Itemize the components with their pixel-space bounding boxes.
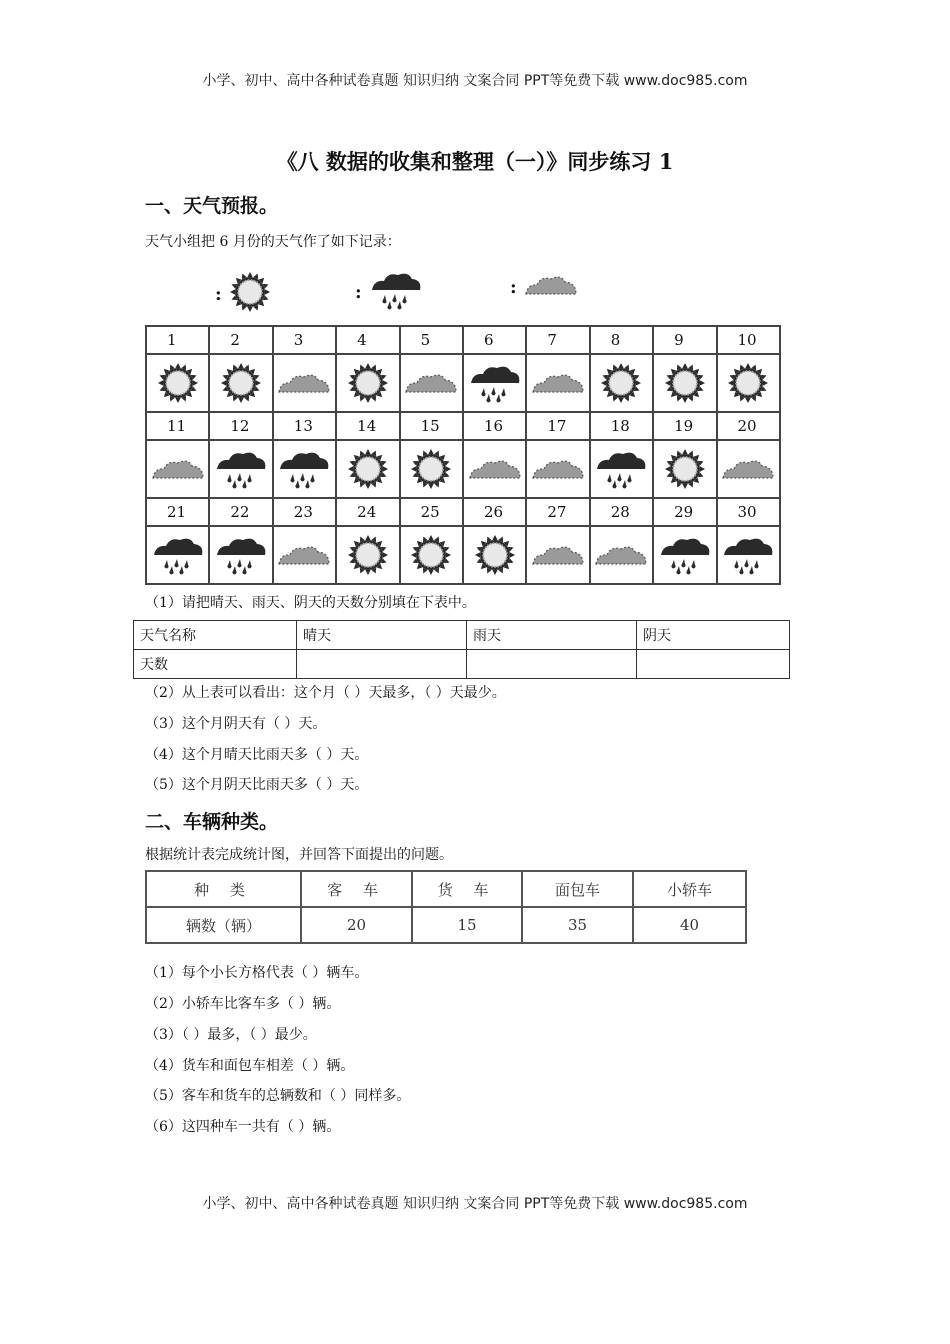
rainy-icon — [273, 440, 336, 498]
calendar-day-number: 9 — [653, 326, 716, 354]
calendar-day-number: 8 — [590, 326, 653, 354]
calendar-day-number: 3 — [273, 326, 336, 354]
sunny-icon — [336, 526, 399, 584]
cloudy-icon — [526, 526, 589, 584]
cloudy-icon — [146, 440, 209, 498]
calendar-day-row — [146, 412, 780, 440]
rainy-icon — [146, 526, 209, 584]
rainy-icon — [463, 354, 526, 412]
calendar-day-number: 30 — [717, 498, 780, 526]
rainy-icon — [209, 440, 272, 498]
calendar-day-number: 19 — [653, 412, 716, 440]
table-cell: 雨天 — [467, 621, 637, 650]
calendar-day-number: 5 — [400, 326, 463, 354]
calendar-day-number: 20 — [717, 412, 780, 440]
table-cell: 40 — [633, 907, 746, 943]
sunny-icon — [336, 440, 399, 498]
question-5: （5）这个月阴天比雨天多（ ）天。 — [145, 777, 369, 793]
cloudy-icon — [273, 354, 336, 412]
sunny-icon — [717, 354, 780, 412]
cloudy-icon — [526, 440, 589, 498]
question-4: （4）这个月晴天比雨天多（ ）天。 — [145, 747, 369, 763]
rainy-icon — [209, 526, 272, 584]
table-row — [134, 650, 790, 679]
calendar-day-number: 24 — [336, 498, 399, 526]
sunny-icon — [463, 526, 526, 584]
calendar-weather-row — [146, 440, 780, 498]
rainy-icon — [717, 526, 780, 584]
calendar-day-number: 16 — [463, 412, 526, 440]
cloudy-icon — [400, 354, 463, 412]
table-cell: 晴天 — [297, 621, 467, 650]
calendar-day-row — [146, 498, 780, 526]
cloudy-icon — [526, 354, 589, 412]
legend-sunny: : — [215, 270, 272, 318]
sunny-icon — [146, 354, 209, 412]
sunny-icon — [209, 354, 272, 412]
table-cell: 35 — [522, 907, 633, 943]
sunny-icon — [400, 440, 463, 498]
calendar-day-number: 10 — [717, 326, 780, 354]
cloudy-icon — [463, 440, 526, 498]
calendar-day-number: 27 — [526, 498, 589, 526]
vehicle-question-2: （2）小轿车比客车多（ ）辆。 — [145, 996, 341, 1012]
vehicle-question-5: （5）客车和货车的总辆数和（ ）同样多。 — [145, 1088, 411, 1104]
calendar-day-number: 6 — [463, 326, 526, 354]
calendar-day-number: 26 — [463, 498, 526, 526]
rainy-icon — [653, 526, 716, 584]
calendar-day-number: 21 — [146, 498, 209, 526]
sunny-icon — [228, 270, 272, 318]
table-cell: 货 车 — [412, 871, 522, 907]
weather-calendar — [145, 325, 781, 585]
calendar-day-number: 14 — [336, 412, 399, 440]
answer-cell — [637, 650, 790, 679]
sunny-icon — [653, 354, 716, 412]
table-cell: 面包车 — [522, 871, 633, 907]
weather-legend — [145, 266, 785, 312]
table-header-row — [134, 621, 790, 650]
section1-intro: 天气小组把 6 月份的天气作了如下记录： — [145, 234, 401, 250]
page-header: 小学、初中、高中各种试卷真题 知识归纳 文案合同 PPT等免费下载 www.doc985.com — [202, 73, 748, 89]
sunny-icon — [336, 354, 399, 412]
weather-count-table — [133, 620, 790, 679]
calendar-day-number: 17 — [526, 412, 589, 440]
table-cell: 15 — [412, 907, 522, 943]
table-cell: 客 车 — [301, 871, 412, 907]
calendar-day-number: 18 — [590, 412, 653, 440]
calendar-day-number: 11 — [146, 412, 209, 440]
section1-heading: 一、天气预报。 — [145, 195, 279, 217]
calendar-day-number: 1 — [146, 326, 209, 354]
calendar-weather-row — [146, 526, 780, 584]
question-3: （3）这个月阴天有（ ）天。 — [145, 716, 327, 732]
calendar-day-number: 29 — [653, 498, 716, 526]
calendar-day-number: 12 — [209, 412, 272, 440]
calendar-day-number: 15 — [400, 412, 463, 440]
sunny-icon — [590, 354, 653, 412]
table-cell: 小轿车 — [633, 871, 746, 907]
rainy-icon — [368, 270, 424, 314]
legend-cloudy: : — [510, 270, 579, 304]
sunny-icon — [653, 440, 716, 498]
calendar-weather-row — [146, 354, 780, 412]
vehicle-table — [145, 870, 747, 944]
section2-intro: 根据统计表完成统计图，并回答下面提出的问题。 — [145, 847, 453, 863]
table-header-row — [146, 871, 746, 907]
question-2: （2）从上表可以看出：这个月（ ）天最多，（ ）天最少。 — [145, 685, 506, 701]
vehicle-question-4: （4）货车和面包车相差（ ）辆。 — [145, 1058, 355, 1074]
legend-rainy: : — [355, 270, 424, 314]
page-title: 《八 数据的收集和整理（一）》同步练习 1 — [276, 149, 674, 174]
table-cell: 辆数（辆） — [146, 907, 301, 943]
calendar-day-row — [146, 326, 780, 354]
cloudy-icon — [273, 526, 336, 584]
calendar-day-number: 28 — [590, 498, 653, 526]
answer-cell — [297, 650, 467, 679]
section2-heading: 二、车辆种类。 — [145, 811, 279, 833]
table-cell: 种 类 — [146, 871, 301, 907]
vehicle-question-3: （3）（ ）最多，（ ）最少。 — [145, 1027, 317, 1043]
table-cell: 天气名称 — [134, 621, 297, 650]
calendar-day-number: 13 — [273, 412, 336, 440]
vehicle-question-1: （1）每个小长方格代表（ ）辆车。 — [145, 965, 369, 981]
table-cell: 20 — [301, 907, 412, 943]
vehicle-question-6: （6）这四种车一共有（ ）辆。 — [145, 1119, 341, 1135]
cloudy-icon — [590, 526, 653, 584]
table-row — [146, 907, 746, 943]
answer-cell — [467, 650, 637, 679]
calendar-day-number: 22 — [209, 498, 272, 526]
calendar-day-number: 7 — [526, 326, 589, 354]
table-cell: 天数 — [134, 650, 297, 679]
page-footer: 小学、初中、高中各种试卷真题 知识归纳 文案合同 PPT等免费下载 www.doc985.com — [202, 1196, 748, 1212]
calendar-day-number: 23 — [273, 498, 336, 526]
calendar-day-number: 25 — [400, 498, 463, 526]
sunny-icon — [400, 526, 463, 584]
cloudy-icon — [523, 270, 579, 304]
table-cell: 阴天 — [637, 621, 790, 650]
question-1: （1）请把晴天、雨天、阴天的天数分别填在下表中。 — [145, 595, 476, 611]
calendar-day-number: 4 — [336, 326, 399, 354]
rainy-icon — [590, 440, 653, 498]
calendar-day-number: 2 — [209, 326, 272, 354]
cloudy-icon — [717, 440, 780, 498]
